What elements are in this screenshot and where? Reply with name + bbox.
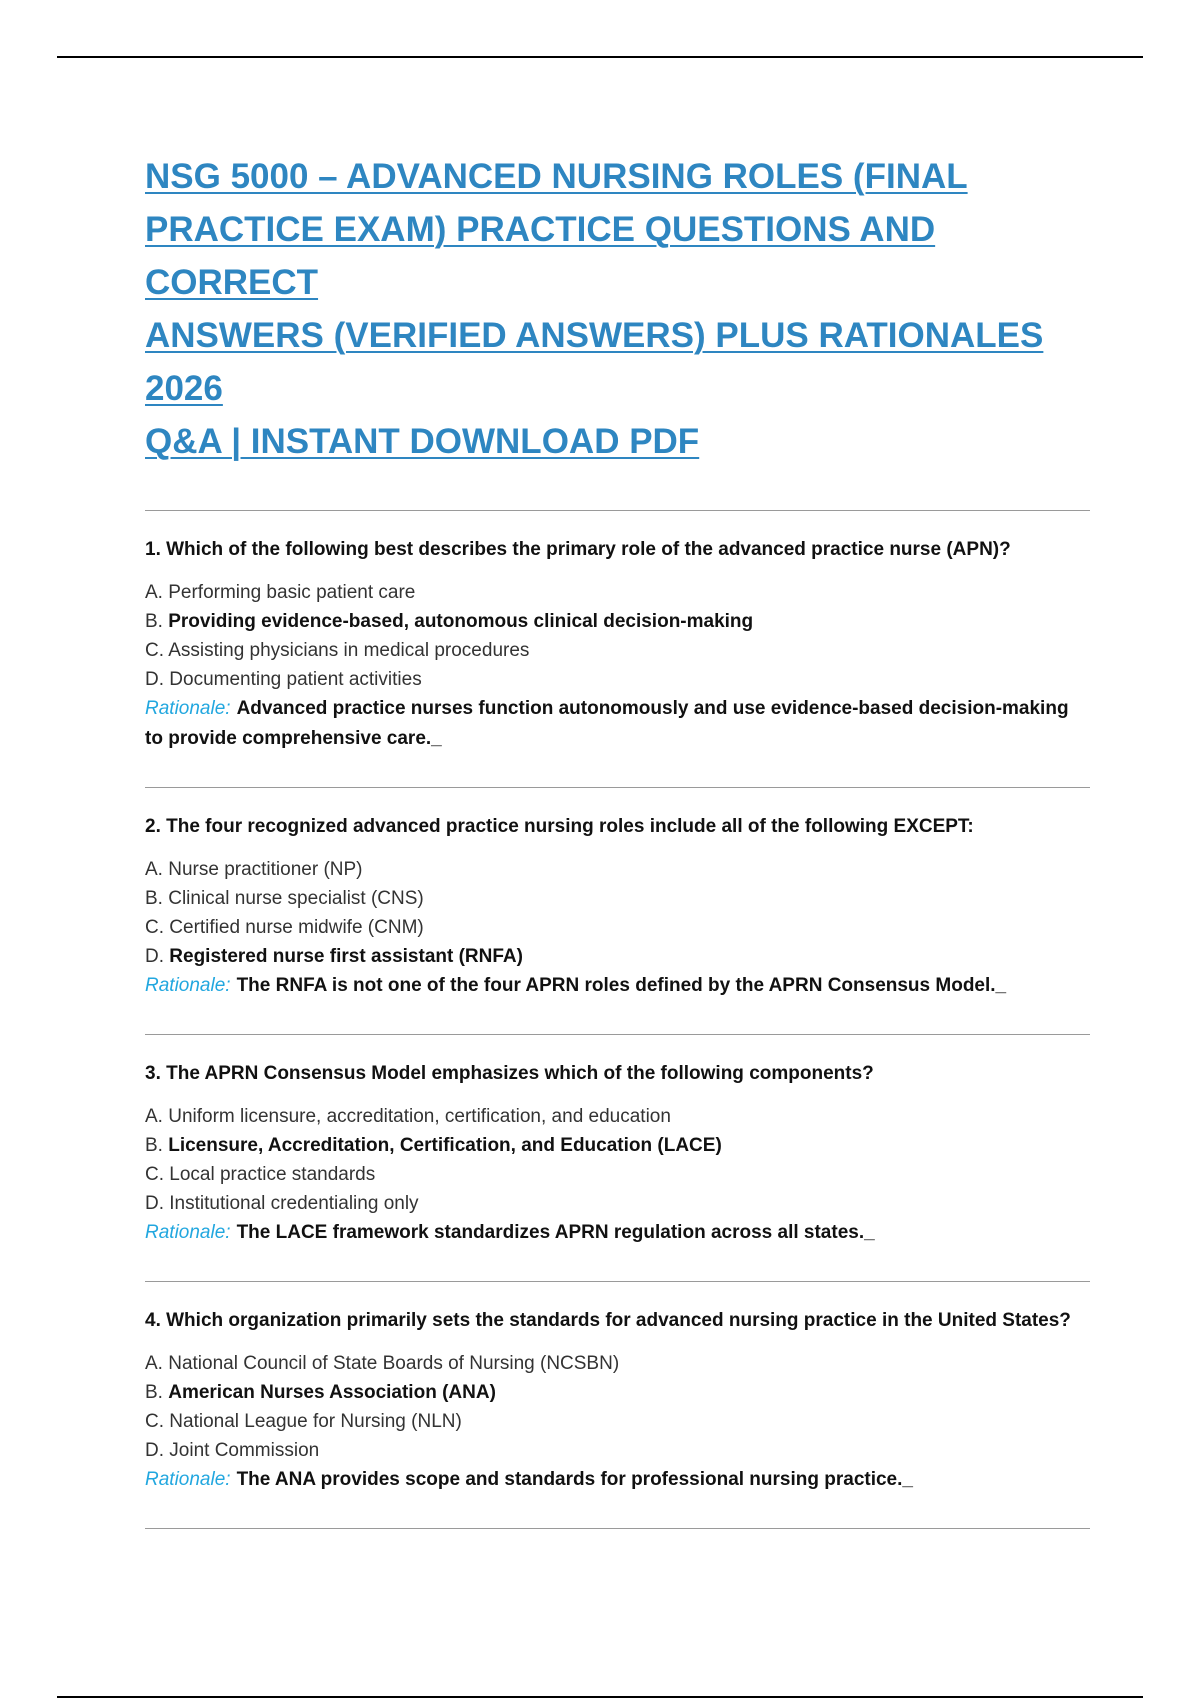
option-letter: D. xyxy=(145,669,164,690)
option-d xyxy=(145,1436,1090,1465)
option-text: Institutional credentialing only xyxy=(169,1193,419,1214)
option-d xyxy=(145,942,1090,971)
document-body xyxy=(145,150,1090,1529)
title-line[interactable]: NSG 5000 – ADVANCED NURSING ROLES (FINAL xyxy=(145,157,968,196)
answer-options xyxy=(145,578,1090,694)
option-d xyxy=(145,1189,1090,1218)
rationale-label: Rationale: xyxy=(145,975,231,996)
option-a xyxy=(145,855,1090,884)
option-b xyxy=(145,1131,1090,1160)
option-text: Local practice standards xyxy=(169,1164,376,1185)
document-title[interactable] xyxy=(145,150,1090,468)
title-line[interactable]: Q&A | INSTANT DOWNLOAD PDF xyxy=(145,422,700,461)
page-top-rule xyxy=(57,56,1143,58)
option-letter: C. xyxy=(145,640,164,661)
rationale-label: Rationale: xyxy=(145,698,231,719)
option-text: Performing basic patient care xyxy=(168,582,416,603)
option-a xyxy=(145,1349,1090,1378)
question-4 xyxy=(145,1282,1090,1528)
answer-options xyxy=(145,1349,1090,1465)
option-c xyxy=(145,1160,1090,1189)
rationale-text: The RNFA is not one of the four APRN roles defined by the APRN Consensus Model._ xyxy=(236,975,1007,996)
option-text: National Council of State Boards of Nursing (NCSBN) xyxy=(168,1353,620,1374)
option-text: Nurse practitioner (NP) xyxy=(168,859,363,880)
question-text: 2. The four recognized advanced practice nursing roles include all of the following EXCEPT: xyxy=(145,816,974,837)
option-letter: B. xyxy=(145,1382,163,1403)
question-text: 4. Which organization primarily sets the standards for advanced nursing practice in the United States? xyxy=(145,1310,1071,1331)
option-letter: D. xyxy=(145,946,164,967)
question-text: 1. Which of the following best describes the primary role of the advanced practice nurse (APN)? xyxy=(145,539,1011,560)
question-2 xyxy=(145,788,1090,1034)
option-text: National League for Nursing (NLN) xyxy=(169,1411,462,1432)
option-c xyxy=(145,636,1090,665)
option-d xyxy=(145,665,1090,694)
title-line[interactable]: ANSWERS (VERIFIED ANSWERS) PLUS RATIONALES 2026 xyxy=(145,316,1044,408)
option-letter: D. xyxy=(145,1440,164,1461)
rationale-text: The ANA provides scope and standards for professional nursing practice._ xyxy=(236,1469,913,1490)
section-divider xyxy=(145,1528,1090,1529)
question-1 xyxy=(145,511,1090,787)
correct-option-text: American Nurses Association (ANA) xyxy=(168,1382,496,1403)
option-text: Uniform licensure, accreditation, certification, and education xyxy=(168,1106,671,1127)
option-letter: D. xyxy=(145,1193,164,1214)
correct-option-text: Registered nurse first assistant (RNFA) xyxy=(169,946,523,967)
option-letter: A. xyxy=(145,1106,163,1127)
option-c xyxy=(145,1407,1090,1436)
page-bottom-rule xyxy=(57,1696,1143,1698)
option-b xyxy=(145,1378,1090,1407)
rationale-label: Rationale: xyxy=(145,1222,231,1243)
option-b xyxy=(145,884,1090,913)
rationale-text: The LACE framework standardizes APRN regulation across all states._ xyxy=(236,1222,875,1243)
answer-options xyxy=(145,1102,1090,1218)
rationale xyxy=(145,1218,1090,1248)
option-text: Certified nurse midwife (CNM) xyxy=(169,917,424,938)
option-letter: C. xyxy=(145,917,164,938)
rationale xyxy=(145,971,1090,1001)
option-a xyxy=(145,1102,1090,1131)
option-letter: B. xyxy=(145,888,163,909)
rationale xyxy=(145,694,1090,754)
correct-option-text: Providing evidence-based, autonomous clinical decision-making xyxy=(168,611,754,632)
option-letter: B. xyxy=(145,1135,163,1156)
question-text: 3. The APRN Consensus Model emphasizes which of the following components? xyxy=(145,1063,874,1084)
option-text: Documenting patient activities xyxy=(169,669,422,690)
option-letter: A. xyxy=(145,582,163,603)
option-text: Clinical nurse specialist (CNS) xyxy=(168,888,424,909)
title-line[interactable]: PRACTICE EXAM) PRACTICE QUESTIONS AND CORRECT xyxy=(145,210,936,302)
option-letter: C. xyxy=(145,1411,164,1432)
answer-options xyxy=(145,855,1090,971)
rationale xyxy=(145,1465,1090,1495)
option-letter: A. xyxy=(145,859,163,880)
option-letter: C. xyxy=(145,1164,164,1185)
option-c xyxy=(145,913,1090,942)
correct-option-text: Licensure, Accreditation, Certification, and Education (LACE) xyxy=(168,1135,722,1156)
rationale-label: Rationale: xyxy=(145,1469,231,1490)
option-text: Joint Commission xyxy=(169,1440,320,1461)
option-b xyxy=(145,607,1090,636)
rationale-text: Advanced practice nurses function autonomously and use evidence-based decision-making to provide comprehensive care._ xyxy=(145,698,1069,749)
option-a xyxy=(145,578,1090,607)
option-text: Assisting physicians in medical procedures xyxy=(168,640,530,661)
option-letter: B. xyxy=(145,611,163,632)
question-3 xyxy=(145,1035,1090,1281)
option-letter: A. xyxy=(145,1353,163,1374)
